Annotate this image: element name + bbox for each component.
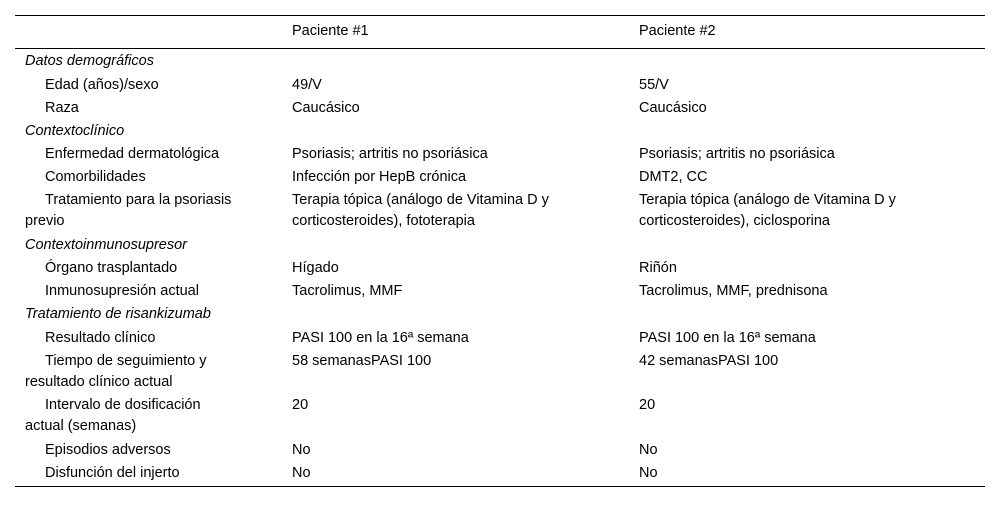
table-row [15, 98, 985, 121]
patient-2-value [639, 440, 658, 461]
patient-2-value-line: DMT2, CC [639, 169, 708, 185]
row-label-line: Inmunosupresión actual [45, 283, 199, 299]
patient-1-value [292, 98, 360, 119]
row-label [25, 98, 79, 119]
patient-2-value [639, 258, 677, 279]
row-label [25, 75, 159, 96]
table-row [15, 281, 985, 304]
table-row [15, 351, 985, 396]
row-label [25, 395, 201, 437]
row-label-line: Edad (años)/sexo [45, 76, 159, 93]
row-label [25, 190, 231, 232]
patient-1-value [292, 144, 488, 165]
table-row [15, 258, 985, 281]
clinical-table [15, 15, 985, 487]
row-label [25, 258, 177, 279]
patient-1-value-line: Tacrolimus, MMF [292, 283, 403, 299]
section-row [15, 304, 985, 328]
patient-2-value [639, 351, 778, 372]
patient-2-value-line: Terapia tópica (análogo de Vitamina D y [639, 192, 896, 208]
patient-1-value [292, 440, 311, 461]
row-label-line: Comorbilidades [45, 169, 146, 185]
patient-2-value-line: 20 [639, 397, 656, 413]
patient-1-value-line: PASI 100 en la 16ª semana [292, 329, 469, 346]
table-row [15, 75, 985, 98]
patient-2-value-line: 55/V [639, 76, 669, 93]
section-row [15, 121, 985, 145]
row-label-line: Tiempo de seguimiento y [45, 352, 207, 369]
row-label-line: Tratamiento para la psoriasis [45, 192, 232, 208]
patient-1-value-line: Caucásico [292, 99, 360, 116]
patient-1-value-line: No [292, 464, 311, 481]
table-row [15, 190, 985, 235]
patient-1-value [292, 75, 322, 96]
section-label: Datos demográficos [25, 53, 154, 69]
patient-2-value-line: Tacrolimus, MMF, prednisona [639, 283, 828, 299]
row-label-line: Resultado clínico [45, 329, 156, 346]
row-label-line: Enfermedad dermatológica [45, 146, 220, 162]
row-label [25, 351, 206, 393]
table-body [15, 49, 985, 486]
patient-2-value [639, 144, 835, 165]
patient-2-value-line: No [639, 464, 658, 481]
table-row [15, 144, 985, 167]
patient-1-value [292, 351, 431, 372]
patient-1-value [292, 395, 308, 416]
patient-1-value [292, 258, 339, 279]
patient-1-value [292, 281, 402, 302]
patient-2-value-line: Riñón [639, 260, 677, 276]
patient-2-value-line: Psoriasis; artritis no psoriásica [639, 146, 835, 162]
row-label [25, 440, 171, 461]
row-label-line: actual (semanas) [25, 418, 137, 434]
patient-1-value-line: Terapia tópica (análogo de Vitamina D y [292, 192, 549, 208]
patient-1-value [292, 463, 311, 484]
patient-1-value-line: 58 semanasPASI 100 [292, 352, 432, 369]
patient-1-value-line: Psoriasis; artritis no psoriásica [292, 146, 488, 162]
row-label-line: Órgano trasplantado [45, 260, 178, 276]
table-header [15, 16, 985, 48]
table-row [15, 440, 985, 463]
patient-2-value-line: Caucásico [639, 99, 707, 116]
patient-1-value-line: Infección por HepB crónica [292, 169, 467, 185]
row-label-line: Intervalo de dosificación [45, 397, 201, 413]
patient-2-value [639, 75, 669, 96]
row-label [25, 328, 155, 349]
patient-1-value-line: Hígado [292, 260, 339, 276]
patient-2-value [639, 98, 707, 119]
patient-1-value [292, 190, 549, 232]
section-label: Contextoinmunosupresor [25, 236, 188, 253]
row-label-line: resultado clínico actual [25, 373, 173, 390]
header-patient-1: Paciente #1 [292, 23, 369, 39]
row-label-line: previo [25, 213, 65, 229]
row-label [25, 144, 219, 165]
row-label-line: Disfunción del injerto [45, 464, 180, 481]
patient-1-value [292, 328, 469, 349]
row-label-line: Raza [45, 99, 79, 116]
row-label [25, 281, 199, 302]
section-row [15, 235, 985, 259]
row-label [25, 463, 180, 484]
patient-2-value [639, 281, 828, 302]
bottom-rule [15, 486, 985, 487]
row-label-line: Episodios adversos [45, 441, 171, 458]
patient-2-value [639, 167, 707, 188]
patient-2-value-line: corticosteroides), ciclosporina [639, 213, 830, 229]
patient-1-value-line: corticosteroides), fototerapia [292, 213, 475, 229]
patient-2-value-line: 42 semanasPASI 100 [639, 352, 779, 369]
table-row [15, 395, 985, 440]
row-label [25, 167, 146, 188]
patient-2-value [639, 328, 816, 349]
patient-2-value [639, 463, 658, 484]
table-row [15, 167, 985, 190]
patient-1-value-line: No [292, 441, 311, 458]
section-label: Tratamiento de risankizumab [25, 306, 211, 322]
patient-2-value [639, 395, 655, 416]
table-row [15, 463, 985, 486]
header-patient-2: Paciente #2 [639, 23, 716, 39]
section-row [15, 51, 985, 75]
patient-2-value-line: No [639, 441, 658, 458]
patient-2-value-line: PASI 100 en la 16ª semana [639, 329, 816, 346]
patient-1-value-line: 49/V [292, 76, 322, 93]
patient-1-value [292, 167, 466, 188]
section-label: Contextoclínico [25, 122, 125, 139]
table-row [15, 328, 985, 351]
patient-1-value-line: 20 [292, 397, 309, 413]
patient-2-value [639, 190, 896, 232]
